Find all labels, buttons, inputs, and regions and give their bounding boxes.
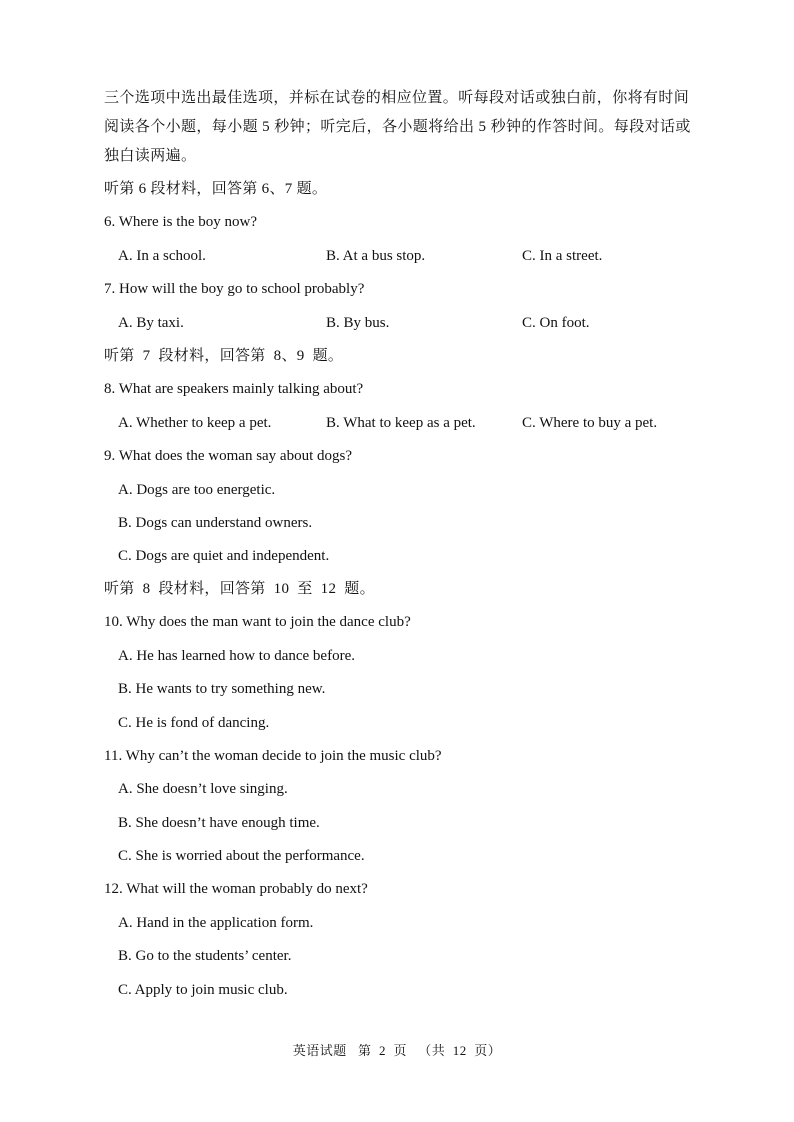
question-9-option-a[interactable]: A. Dogs are too energetic. bbox=[118, 482, 276, 498]
question-12-option-c[interactable]: C. Apply to join music club. bbox=[118, 982, 288, 998]
question-8-option-a[interactable]: A. Whether to keep a pet. bbox=[118, 415, 272, 431]
question-10-option-c[interactable]: C. He is fond of dancing. bbox=[118, 715, 270, 731]
question-9-option-c[interactable]: C. Dogs are quiet and independent. bbox=[118, 548, 330, 564]
question-12-option-a[interactable]: A. Hand in the application form. bbox=[118, 915, 314, 931]
question-8-option-c[interactable]: C. Where to buy a pet. bbox=[522, 415, 658, 431]
question-11-option-c[interactable]: C. She is worried about the performance. bbox=[118, 848, 365, 864]
question-6-option-a[interactable]: A. In a school. bbox=[118, 248, 206, 264]
question-6-option-c[interactable]: C. In a street. bbox=[522, 248, 603, 264]
question-12-stem: 12. What will the woman probably do next? bbox=[104, 881, 368, 897]
question-10-option-b[interactable]: B. He wants to try something new. bbox=[118, 681, 326, 697]
section-heading-7: 听第 7 段材料，回答第 8、9 题。 bbox=[104, 348, 344, 364]
page-footer: 英语试题 第 2 页 （共 12 页） bbox=[292, 1043, 502, 1058]
question-10-stem: 10. Why does the man want to join the dance club? bbox=[104, 614, 411, 630]
question-7-option-b[interactable]: B. By bus. bbox=[326, 315, 390, 331]
question-11-option-a[interactable]: A. She doesn’t love singing. bbox=[118, 781, 288, 797]
question-8-stem: 8. What are speakers mainly talking about? bbox=[104, 381, 364, 397]
question-6-stem: 6. Where is the boy now? bbox=[104, 214, 258, 230]
question-9-stem: 9. What does the woman say about dogs? bbox=[104, 448, 353, 464]
question-8-option-b[interactable]: B. What to keep as a pet. bbox=[326, 415, 476, 431]
question-7-option-a[interactable]: A. By taxi. bbox=[118, 315, 184, 331]
section-heading-6: 听第 6 段材料，回答第 6、7 题。 bbox=[104, 181, 328, 197]
question-7-option-c[interactable]: C. On foot. bbox=[522, 315, 590, 331]
listening-instructions: 三个选项中选出最佳选项，并标在试卷的相应位置。听每段对话或独白前，你将有时间阅读各个小题，每小题 5 秒钟；听完后，各小题将给出 5 秒钟的作答时间。每段对话或独白读两遍。 bbox=[104, 90, 691, 164]
section-heading-8: 听第 8 段材料，回答第 10 至 12 题。 bbox=[104, 581, 375, 597]
question-10-option-a[interactable]: A. He has learned how to dance before. bbox=[118, 648, 355, 664]
question-9-option-b[interactable]: B. Dogs can understand owners. bbox=[118, 515, 313, 531]
question-12-option-b[interactable]: B. Go to the students’ center. bbox=[118, 948, 292, 964]
question-6-option-b[interactable]: B. At a bus stop. bbox=[326, 248, 426, 264]
question-11-option-b[interactable]: B. She doesn’t have enough time. bbox=[118, 815, 320, 831]
question-7-stem: 7. How will the boy go to school probably? bbox=[104, 281, 365, 297]
question-11-stem: 11. Why can’t the woman decide to join the music club? bbox=[104, 748, 442, 764]
